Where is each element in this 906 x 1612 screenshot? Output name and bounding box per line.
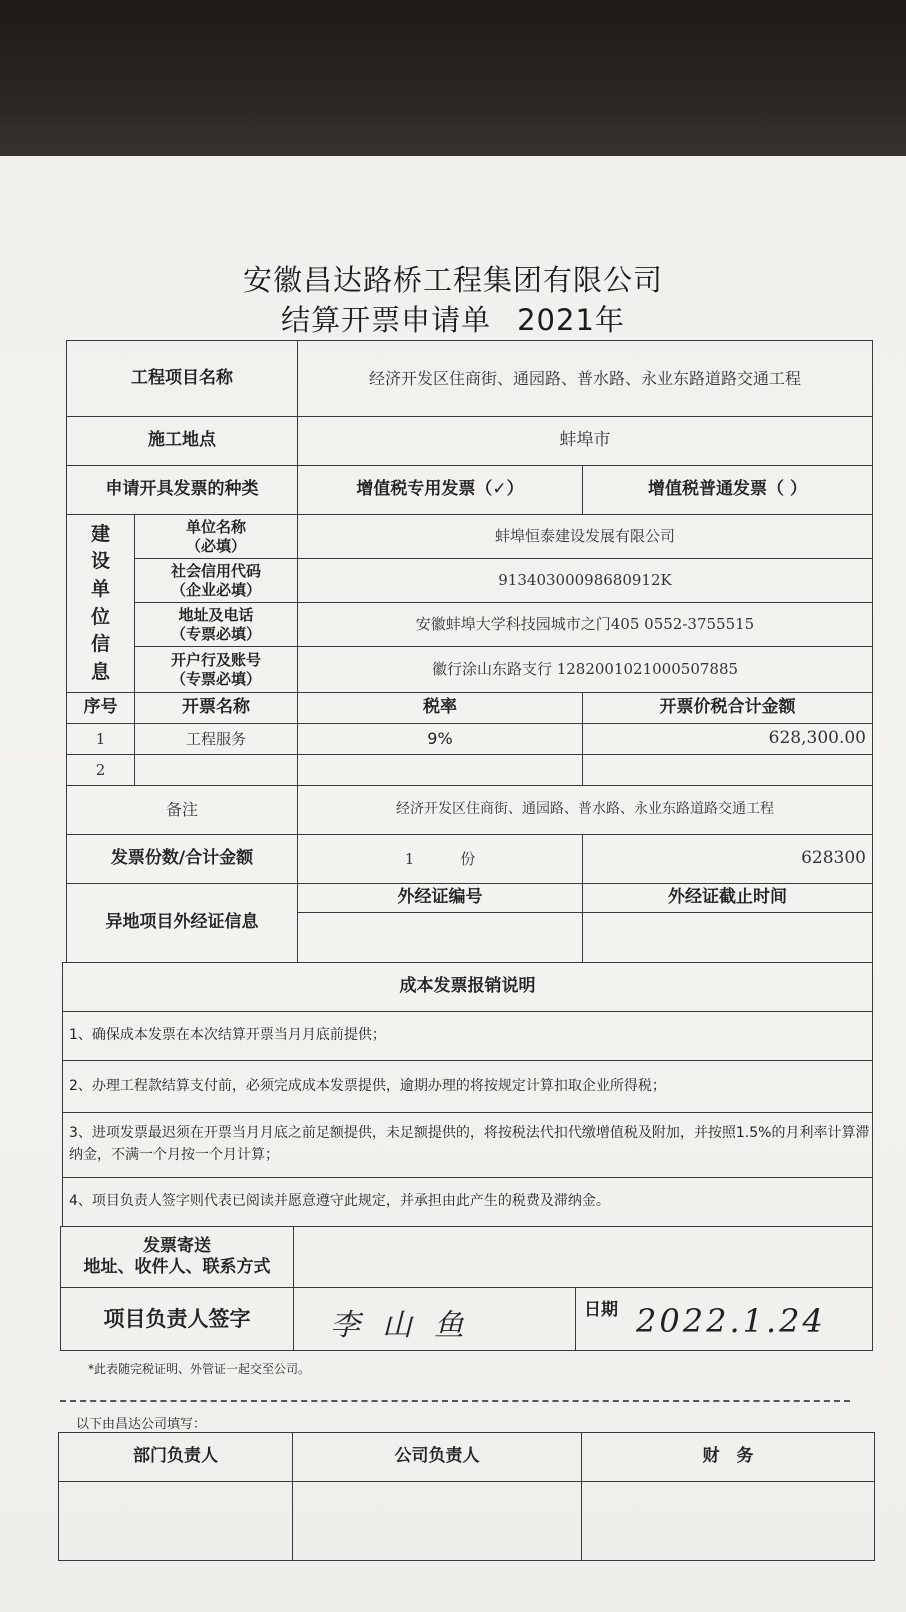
finance-label: 财 务: [581, 1432, 875, 1482]
footnote: *此表随完税证明、外管证一起交至公司。: [88, 1362, 311, 1376]
cost-note-item: 1、确保成本发票在本次结算开票当月月底前提供；: [62, 1011, 873, 1061]
cost-note-item: 4、项目负责人签字则代表已阅读并愿意遵守此规定，并承担由此产生的税费及滞纳金。: [62, 1177, 873, 1227]
builder-credit-code-value: 91340300098680912K: [297, 558, 873, 603]
items-header-amount: 开票价税合计金额: [582, 692, 873, 724]
outside-cert-no-value: [297, 912, 583, 963]
builder-address-value: 安徽蚌埠大学科技园城市之门405 0552-3755515: [297, 602, 873, 647]
cost-note-item: 2、办理工程款结算支付前，必须完成成本发票提供，逾期办理的将按规定计算扣取企业所得税；: [62, 1060, 873, 1113]
cost-note-item: 3、进项发票最迟须在开票当月月底之前足额提供，未足额提供的，将按税法代扣代缴增值税及附加，并按照1.5%的月利率计算滞纳金，不满一个月按一个月计算；: [62, 1112, 873, 1178]
label-line: 地址及电话: [178, 605, 254, 624]
background-top: [0, 0, 906, 160]
site-label: 施工地点: [66, 416, 298, 466]
label-line: 单位名称: [185, 517, 246, 536]
label-line: 社会信用代码: [170, 561, 261, 580]
totals-copies-unit: 份: [460, 849, 476, 868]
outside-cert-expiry-label: 外经证截止时间: [582, 883, 873, 913]
items-header-no: 序号: [66, 692, 135, 724]
outside-cert-label: 异地项目外经证信息: [66, 883, 298, 963]
label-line: 发票寄送: [143, 1235, 211, 1256]
date-handwriting: 2022.1.24: [636, 1302, 826, 1340]
label-line: 地址、收件人、联系方式: [83, 1257, 271, 1277]
dept-head-sign-box: [58, 1481, 293, 1561]
totals-copies-number: 1: [404, 849, 415, 868]
builder-name-value: 蚌埠恒泰建设发展有限公司: [297, 514, 873, 559]
form-year: 2021年: [517, 303, 625, 337]
builder-char: 信: [90, 633, 110, 656]
builder-group-label: [66, 514, 135, 693]
form-title-text: 结算开票申请单: [281, 303, 492, 337]
item-name: [134, 754, 298, 786]
label-line: （专票必填）: [170, 669, 261, 688]
builder-bank-value: 徽行涂山东路支行 1282001021000507885: [297, 646, 873, 693]
totals-amount: 628300: [582, 834, 873, 884]
company-head-sign-box: [292, 1481, 582, 1561]
outside-cert-no-label: 外经证编号: [297, 883, 583, 913]
item-no: 1: [66, 723, 135, 755]
builder-row-label: [134, 558, 298, 603]
builder-char: 位: [90, 605, 110, 628]
item-rate: 9%: [297, 723, 583, 755]
label-line: （必填）: [185, 536, 246, 555]
item-no: 2: [66, 754, 135, 786]
remark-value: 经济开发区住商街、通园路、普水路、永业东路道路交通工程: [297, 785, 873, 835]
invoice-type-special: 增值税专用发票（✓）: [297, 465, 583, 515]
project-name-label: 工程项目名称: [66, 340, 298, 417]
totals-copies: [297, 834, 583, 884]
site-value: 蚌埠市: [297, 416, 873, 466]
builder-char: 单: [90, 577, 110, 600]
form-title: [0, 298, 906, 339]
cut-line: [60, 1400, 850, 1402]
mailing-value: [293, 1226, 873, 1288]
date-label: 日期: [584, 1300, 618, 1320]
builder-char: 息: [90, 660, 110, 683]
label-line: （专票必填）: [170, 624, 261, 643]
label-line: 开户行及账号: [170, 650, 261, 669]
dept-head-label: 部门负责人: [58, 1432, 293, 1482]
outside-cert-expiry-value: [582, 912, 873, 963]
items-header-rate: 税率: [297, 692, 583, 724]
label-line: （企业必填）: [170, 580, 261, 599]
builder-char: 设: [90, 550, 110, 573]
project-name-value: 经济开发区住商街、通园路、普水路、永业东路道路交通工程: [297, 340, 873, 417]
remark-label: 备注: [66, 785, 298, 835]
totals-label: 发票份数/合计金额: [66, 834, 298, 884]
cost-notes-title: 成本发票报销说明: [62, 962, 873, 1012]
signature-handwriting: 李山鱼: [330, 1308, 486, 1343]
company-head-label: 公司负责人: [292, 1432, 582, 1482]
company-title: 安徽昌达路桥工程集团有限公司: [242, 263, 663, 297]
builder-row-label: [134, 602, 298, 647]
item-amount: [582, 754, 873, 786]
project-manager-signature-label: 项目负责人签字: [60, 1287, 294, 1351]
item-amount: 628,300.00: [582, 723, 873, 755]
invoice-type-ordinary: 增值税普通发票（ ）: [582, 465, 873, 515]
item-rate: [297, 754, 583, 786]
builder-row-label: [134, 646, 298, 693]
builder-char: 建: [90, 522, 110, 545]
invoice-type-label: 申请开具发票的种类: [66, 465, 298, 515]
builder-row-label: [134, 514, 298, 559]
item-name: 工程服务: [134, 723, 298, 755]
company-section-intro: 以下由昌达公司填写：: [76, 1417, 207, 1432]
items-header-name: 开票名称: [134, 692, 298, 724]
finance-sign-box: [581, 1481, 875, 1561]
mailing-label: [60, 1226, 294, 1288]
